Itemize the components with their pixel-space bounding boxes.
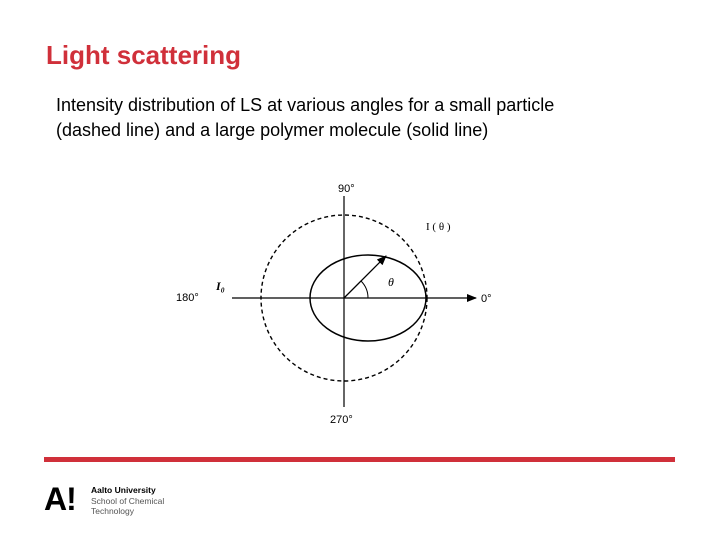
org-name-line-1: Aalto University [91,485,156,495]
caption-line-2: (dashed line) and a large polymer molecule (solid line) [56,120,489,140]
footer-divider [44,457,675,462]
theta-angle-arc [361,281,368,298]
angle-270-label: 270° [330,414,353,426]
org-name-line-3: Technology [91,506,135,516]
caption-line-1: Intensity distribution of LS at various angles for a small particle [56,95,555,115]
angle-180-label: 180° [176,292,199,304]
angle-0-label: 0° [481,293,492,305]
intensity-vector-arrow [344,256,386,298]
angle-90-label: 90° [338,183,355,195]
aalto-logo-text [91,485,164,517]
aalto-logo-mark: A! [44,481,76,517]
scattered-intensity-label: I ( θ ) [426,221,451,233]
slide-title: Light scattering [46,40,242,70]
incident-intensity-label: I₀ [216,279,225,293]
org-name-line-2: School of Chemical [91,495,165,506]
theta-label: θ [388,275,394,289]
